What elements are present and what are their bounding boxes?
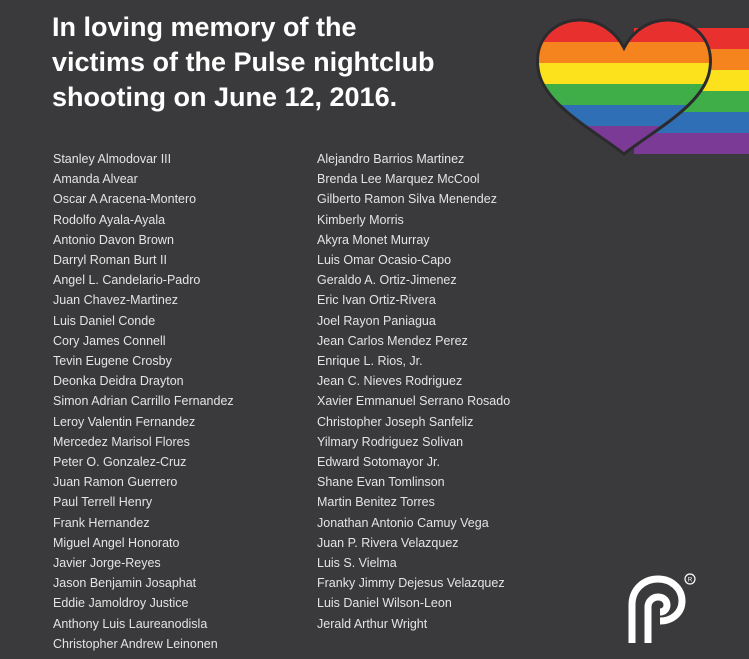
- victim-name: Frank Hernandez: [53, 515, 150, 530]
- victim-name: Simon Adrian Carrillo Fernandez: [53, 394, 234, 409]
- victims-list-left: [53, 149, 234, 654]
- victim-name: Juan Chavez-Martinez: [53, 293, 179, 308]
- title-line: victims of the Pulse nightclub: [52, 47, 435, 77]
- victim-name: Luis S. Vielma: [317, 556, 397, 571]
- victims-list-right: [317, 149, 510, 634]
- svg-text:R: R: [687, 577, 693, 584]
- victim-name: Enrique L. Rios, Jr.: [317, 354, 423, 369]
- victim-name: Luis Daniel Conde: [53, 313, 156, 328]
- victim-name: Christopher Andrew Leinonen: [53, 636, 218, 651]
- victim-name: Eric Ivan Ortiz-Rivera: [317, 293, 436, 308]
- memorial-title: [52, 10, 532, 115]
- victim-name: Jason Benjamin Josaphat: [53, 576, 197, 591]
- victim-name: Tevin Eugene Crosby: [53, 354, 172, 369]
- victim-name: Franky Jimmy Dejesus Velazquez: [317, 576, 505, 591]
- victim-name: Mercedez Marisol Flores: [53, 434, 190, 449]
- rainbow-heart-icon: [534, 16, 749, 158]
- title-line: In loving memory of the: [52, 12, 357, 42]
- victim-name: Rodolfo Ayala-Ayala: [53, 212, 166, 227]
- victim-name: Angel L. Candelario-Padro: [53, 273, 201, 288]
- victim-name: Yilmary Rodriguez Solivan: [317, 434, 464, 449]
- victim-name: Gilberto Ramon Silva Menendez: [317, 192, 497, 207]
- victim-name: Juan P. Rivera Velazquez: [317, 535, 459, 550]
- victim-name: Akyra Monet Murray: [317, 232, 430, 247]
- victim-name: Miguel Angel Honorato: [53, 535, 180, 550]
- victim-name: Xavier Emmanuel Serrano Rosado: [317, 394, 511, 409]
- victim-name: Antonio Davon Brown: [53, 232, 174, 247]
- title-line: shooting on June 12, 2016.: [52, 82, 398, 112]
- victim-name: Jerald Arthur Wright: [317, 616, 428, 631]
- victim-name: Cory James Connell: [53, 333, 166, 348]
- planned-parenthood-logo-icon: [618, 571, 696, 647]
- victim-name: Amanda Alvear: [53, 172, 138, 187]
- victim-name: Leroy Valentin Fernandez: [53, 414, 196, 429]
- victim-name: Darryl Roman Burt II: [53, 253, 167, 268]
- victim-name: Anthony Luis Laureanodisla: [53, 616, 208, 631]
- victim-name: Eddie Jamoldroy Justice: [53, 596, 189, 611]
- victim-name: Christopher Joseph Sanfeliz: [317, 414, 474, 429]
- victim-name: Juan Ramon Guerrero: [53, 475, 178, 490]
- victim-name: Shane Evan Tomlinson: [317, 475, 445, 490]
- victim-name: Brenda Lee Marquez McCool: [317, 172, 480, 187]
- victim-name: Alejandro Barrios Martinez: [317, 152, 465, 166]
- victim-name: Geraldo A. Ortiz-Jimenez: [317, 273, 457, 288]
- victim-name: Edward Sotomayor Jr.: [317, 455, 440, 470]
- victim-name: Kimberly Morris: [317, 212, 404, 227]
- victim-name: Martin Benitez Torres: [317, 495, 435, 510]
- victim-name: Jean C. Nieves Rodriguez: [317, 374, 463, 389]
- victim-name: Stanley Almodovar III: [53, 152, 172, 166]
- victim-name: Javier Jorge-Reyes: [53, 556, 161, 571]
- victim-name: Jonathan Antonio Camuy Vega: [317, 515, 489, 530]
- victim-name: Oscar A Aracena-Montero: [53, 192, 197, 207]
- victim-name: Luis Omar Ocasio-Capo: [317, 253, 452, 268]
- victim-name: Joel Rayon Paniagua: [317, 313, 436, 328]
- victim-name: Jean Carlos Mendez Perez: [317, 333, 468, 348]
- victim-name: Peter O. Gonzalez-Cruz: [53, 455, 187, 470]
- victim-name: Paul Terrell Henry: [53, 495, 153, 510]
- victim-name: Deonka Deidra Drayton: [53, 374, 184, 389]
- victim-name: Luis Daniel Wilson-Leon: [317, 596, 452, 611]
